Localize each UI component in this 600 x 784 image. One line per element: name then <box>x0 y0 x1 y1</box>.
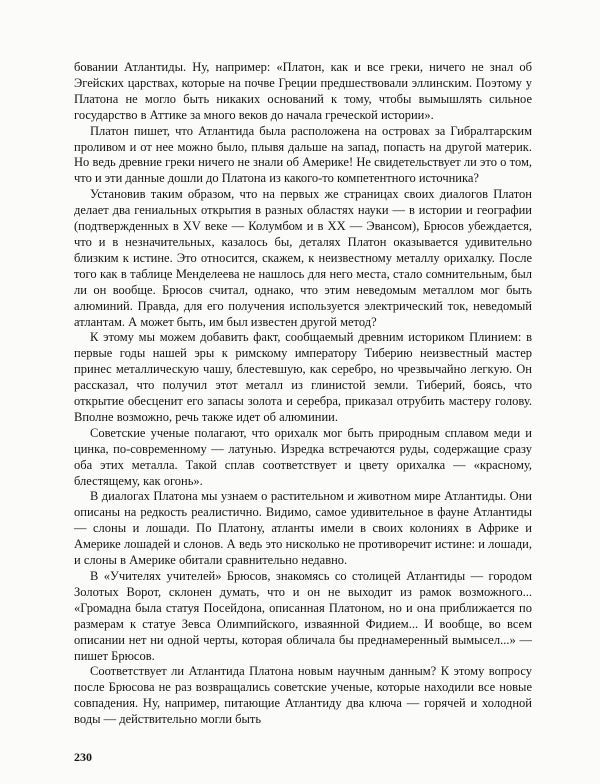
page-body <box>74 60 532 728</box>
paragraph-8: Соответствует ли Атлантида Платона новым научным данным? К этому вопросу после Брюсова не раз возвращались советские ученые, которые находили все новые совпадения. Ну, например, питающие Атлантиду два ключа — горячей и холодной воды — действительно могли быть <box>74 664 532 727</box>
paragraph-1: бовании Атлантиды. Ну, например: «Платон, как и все греки, ничего не знал об Эгейских царствах, которые на почве Греции предшествовали эллинским. Поэтому у Платона не могло быть никаких оснований к тому, чтобы вымышлять сильное государство в Аттике за много веков до начала греческой истории». <box>74 60 532 122</box>
paragraph-4: К этому мы можем добавить факт, сообщаемый древним историком Плинием: в первые годы нашей эры к римскому императору Тиберию неизвестный мастер принес металлическую чашу, блестевшую, как серебро, но чрезвычайно легкую. Он рассказал, что получил этот металл из глинистой земли. Тиберий, боясь, что открытие обесценит его запасы золота и серебра, приказал отрубить мастеру голову. Вполне возможно, речь также идет об алюминии. <box>74 330 532 424</box>
page-number: 230 <box>74 750 92 764</box>
paragraph-7: В «Учителях учителей» Брюсов, знакомясь со столицей Атлантиды — городом Золотых Ворот, склонен думать, что и он не выходит из рамок возможного... «Громадна была статуя Посейдона, описанная Платоном, но и она приближается по размерам к статуе Зевса Олимпийского, изваянной Фидием... И вообще, во всем описании нет ни одной черты, которая обличала бы преднамеренный вымысел...» — пишет Брюсов. <box>74 569 532 663</box>
paragraph-5: Советские ученые полагают, что орихалк мог быть природным сплавом меди и цинка, по-современному — латунью. Изредка встречаются руды, содержащие сразу оба этих металла. Такой сплав соответствует и цвету орихалка — «красному, блестящему, как огонь». <box>74 425 532 488</box>
paragraph-6: В диалогах Платона мы узнаем о растительном и животном мире Атлантиды. Они описаны на редкость реалистично. Видимо, самое удивительное в фауне Атлантиды — слоны и лошади. По Платону, атланты имели в своих колониях в Африке и Америке лошадей и слонов. А ведь это нисколько не противоречит истине: и лошади, и слоны в Америке обитали сравнительно недавно. <box>74 489 532 568</box>
paragraph-2: Платон пишет, что Атлантида была расположена на островах за Гибралтарским проливом и от нее можно было, плывя дальше на запад, попасть на другой материк. Но ведь древние греки ничего не знали об Америке! Не свидетельствует ли это о том, что и эти данные дошли до Платона из какого-то компетентного источника? <box>74 123 532 186</box>
paragraph-3: Установив таким образом, что на первых же страницах своих диалогов Платон делает два гениальных открытия в разных областях науки — в истории и географии (подтвержденных в XV веке — Колумбом и в XX — Эвансом), Брюсов убеждается, что и в незначительных, казалось бы, деталях Платон оказывается удивительно близким к истине. Это относится, скажем, к неизвестному металлу орихалку. После того как в таблице Менделеева не нашлось для него места, стало сомнительным, был ли он вообще. Брюсов считал, однако, что этим неведомым металлом мог быть алюминий. Правда, для его получения используется электрический ток, неведомый атлантам. А может быть, им был известен другой метод? <box>74 187 532 329</box>
